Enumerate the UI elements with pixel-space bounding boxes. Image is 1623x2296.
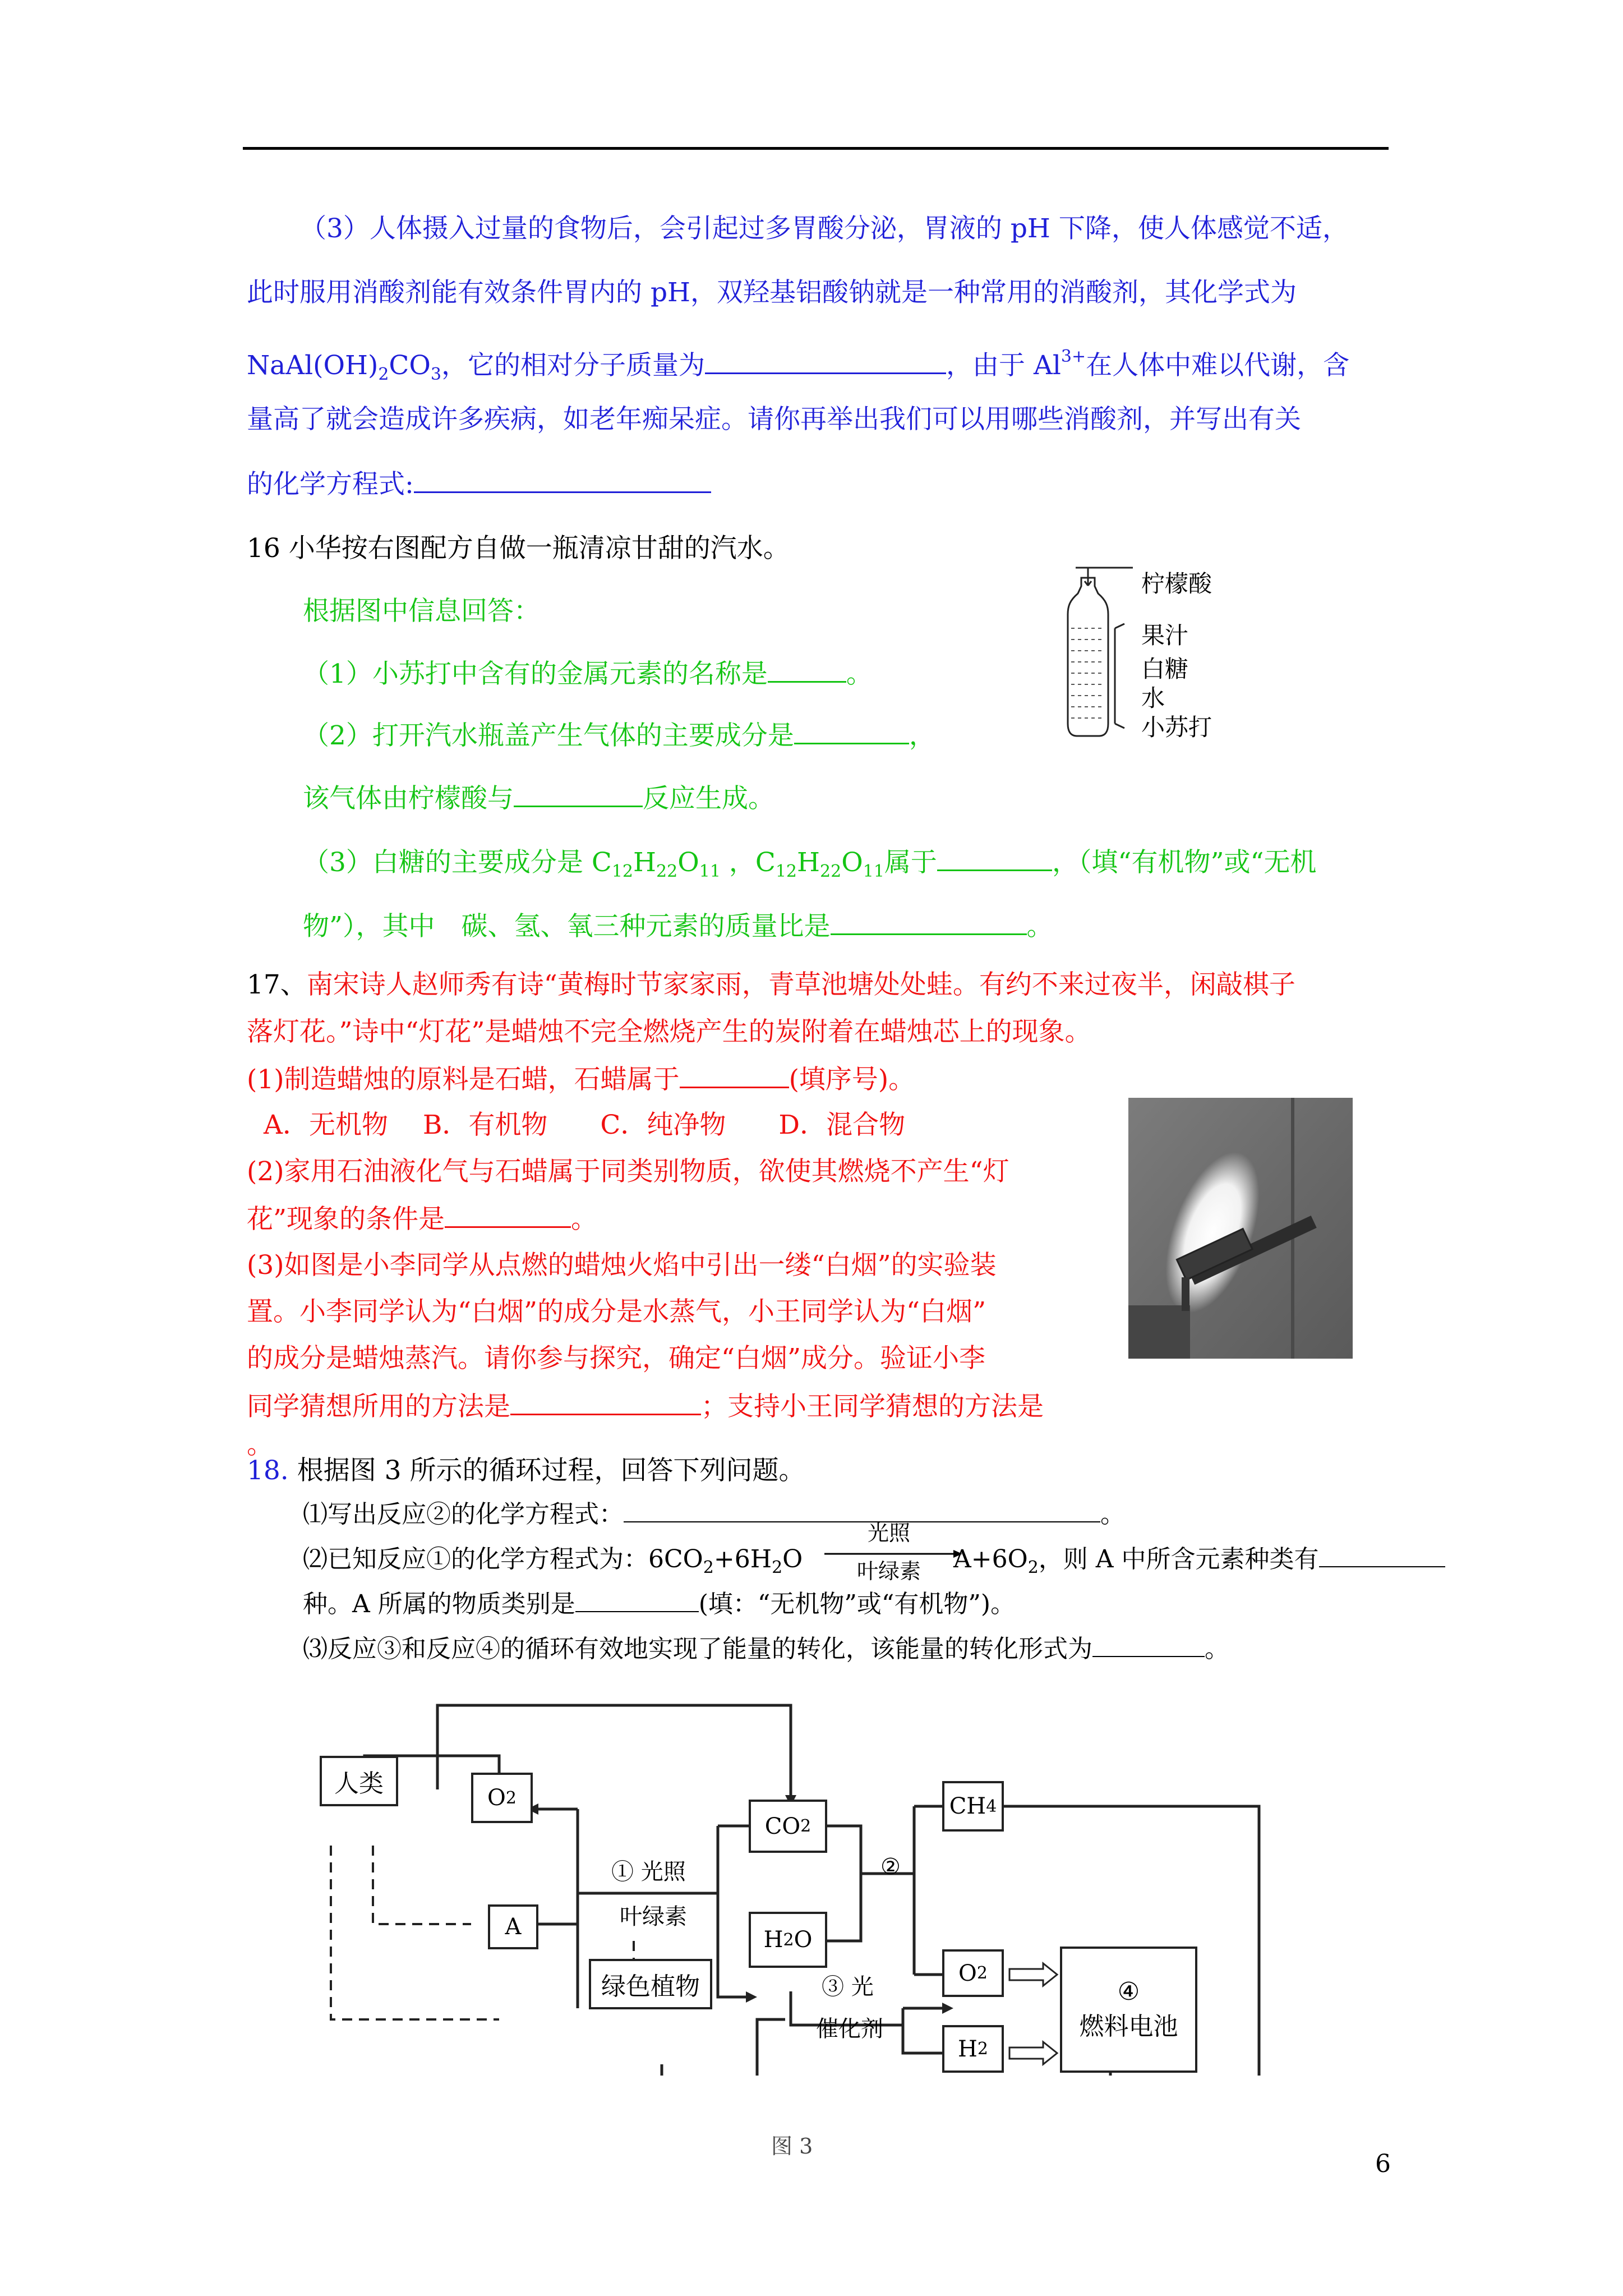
blank-metal-element[interactable] (768, 656, 846, 683)
blank-paraffin-class[interactable] (680, 1062, 789, 1088)
node-h2: H 2 (942, 2025, 1004, 2073)
q15-line3: $NaAl(OH)_2CO_3$，它的相对分子质量为 ，由于 $Al^{3+}$在人体中难以代谢，含 (247, 347, 1350, 384)
blank-class-a[interactable] (575, 1589, 699, 1612)
q15-line1: （3）人体摄入过量的食物后，会引起过多胃酸分泌，胃液的 pH 下降，使人体感觉不适， (300, 213, 1349, 244)
q16-part1: （1）小苏打中含有的金属元素的名称是 。 (303, 656, 873, 691)
node-h2o: H 2 O (749, 1912, 827, 1968)
figure-caption: 图 3 (771, 2134, 813, 2159)
q18-part2-tail: $A+6O_2$，则 A 中所含元素种类有 (953, 1543, 1445, 1585)
q17-part3-line3: 的成分是蜡烛蒸汽。请你参与探究，确定“白烟”成分。验证小李 (247, 1343, 986, 1374)
label-juice: 果汁 (1141, 622, 1189, 649)
label-reaction2: ② (880, 1854, 901, 1880)
q17-part1: (1)制造蜡烛的原料是石蜡，石蜡属于 (填序号)。 (247, 1062, 915, 1097)
blank-equation[interactable] (414, 467, 711, 493)
label-reaction3-catalyst: 催化剂 (816, 2016, 883, 2042)
label-baking-soda: 小苏打 (1141, 714, 1212, 741)
blank-energy-form[interactable] (1092, 1634, 1205, 1657)
q16-part3: （3）白糖的主要成分是 $C_{12}H_{22}O_{11}$ ，$C_{12}H_{22}O_{11}$属于 ，（填“有机物”或“无机 (303, 845, 1317, 889)
blank-mass-ratio[interactable] (831, 909, 1027, 935)
q18-part2b: 种。A 所属的物质类别是 (填：“无机物”或“有机物”)。 (303, 1590, 1016, 1618)
header-rule (243, 147, 1389, 150)
q16-title: 16 小华按右图配方自做一瓶清凉甘甜的汽水。 (247, 533, 790, 564)
node-o2-right: O 2 (942, 1949, 1004, 1997)
q17-line2: 落灯花。”诗中“灯花”是蜡烛不完全燃烧产生的炭附着在蜡烛芯上的现象。 (247, 1016, 1091, 1047)
node-fuel-cell: ④ 燃料电池 (1060, 1947, 1197, 2073)
q17-part3-line4: 同学猜想所用的方法是 ；支持小王同学猜想的方法是 (247, 1389, 1044, 1424)
label-reaction3: ③ 光 (822, 1974, 874, 2000)
node-co2: CO 2 (749, 1800, 827, 1853)
q17-part3: (3)如图是小李同学从点燃的蜡烛火焰中引出一缕“白烟”的实验装 (247, 1250, 997, 1281)
node-a: A (488, 1904, 538, 1949)
blank-condition[interactable] (445, 1202, 571, 1228)
label-reaction1: ① 光照 (611, 1859, 686, 1885)
arrow-label-light: 光照 (867, 1521, 910, 1545)
node-ch4: CH 4 (942, 1781, 1004, 1832)
q18-part2: ⑵已知反应①的化学方程式为：$6CO_2+6H_2O$ (303, 1545, 803, 1577)
blank-reactant[interactable] (514, 781, 643, 807)
q16-part2b: 该气体由柠檬酸与 反应生成。 (303, 781, 774, 816)
q16-part2: （2）打开汽水瓶盖产生气体的主要成分是 ， (303, 718, 935, 753)
q17-options: A．无机物 B．有机物 C．纯净物 D．混合物 (264, 1110, 906, 1140)
q18-part3: ⑶反应③和反应④的循环有效地实现了能量的转化，该能量的转化形式为 。 (303, 1635, 1229, 1663)
label-reaction1-catalyst: 叶绿素 (620, 1904, 687, 1930)
node-human: 人类 (320, 1756, 398, 1806)
q15-line5: 的化学方程式: (247, 467, 711, 501)
label-sugar: 白糖 (1141, 655, 1189, 683)
q15-line4: 量高了就会造成许多疾病，如老年痴呆症。请你再举出我们可以用哪些消酸剂，并写出有关 (247, 404, 1301, 435)
blank-gas[interactable] (794, 718, 909, 744)
candle-smoke-photo (1128, 1098, 1353, 1359)
q16-part3b: 物”），其中 碳、氢、氧三种元素的质量比是 。 (303, 909, 1053, 944)
q17-part3-line5: 。 (247, 1429, 273, 1460)
blank-method-li[interactable] (510, 1389, 701, 1415)
q17-line1: 17、南宋诗人赵师秀有诗“黄梅时节家家雨，青草池塘处处蛙。有约不来过夜半，闲敲棋子 (247, 969, 1295, 1000)
node-o2-left: O 2 (471, 1773, 533, 1823)
blank-molecular-mass[interactable] (705, 348, 946, 374)
q18-part1: ⑴写出反应②的化学方程式： 。 (303, 1500, 1125, 1529)
q18-title: 18. 根据图 3 所示的循环过程，回答下列问题。 (247, 1455, 805, 1486)
reaction-arrow (824, 1548, 965, 1559)
label-water: 水 (1141, 684, 1165, 712)
node-green-plant: 绿色植物 (589, 1959, 712, 2009)
q16-intro: 根据图中信息回答： (303, 596, 540, 627)
q17-part2b: 花”现象的条件是 。 (247, 1202, 597, 1236)
q15-line2: 此时服用消酸剂能有效条件胃内的 pH，双羟基铝酸钠就是一种常用的消酸剂，其化学式为 (247, 277, 1297, 308)
blank-classification[interactable] (937, 845, 1052, 871)
label-citric-acid: 柠檬酸 (1141, 570, 1212, 597)
q17-part2: (2)家用石油液化气与石蜡属于同类别物质，欲使其燃烧不产生“灯 (247, 1156, 1009, 1187)
page-number: 6 (1375, 2150, 1391, 2178)
arrow-label-chlorophyll: 叶绿素 (856, 1559, 921, 1584)
blank-element-count[interactable] (1319, 1544, 1445, 1567)
q17-part3-line2: 置。小李同学认为“白烟”的成分是水蒸气，小王同学认为“白烟” (247, 1296, 986, 1327)
